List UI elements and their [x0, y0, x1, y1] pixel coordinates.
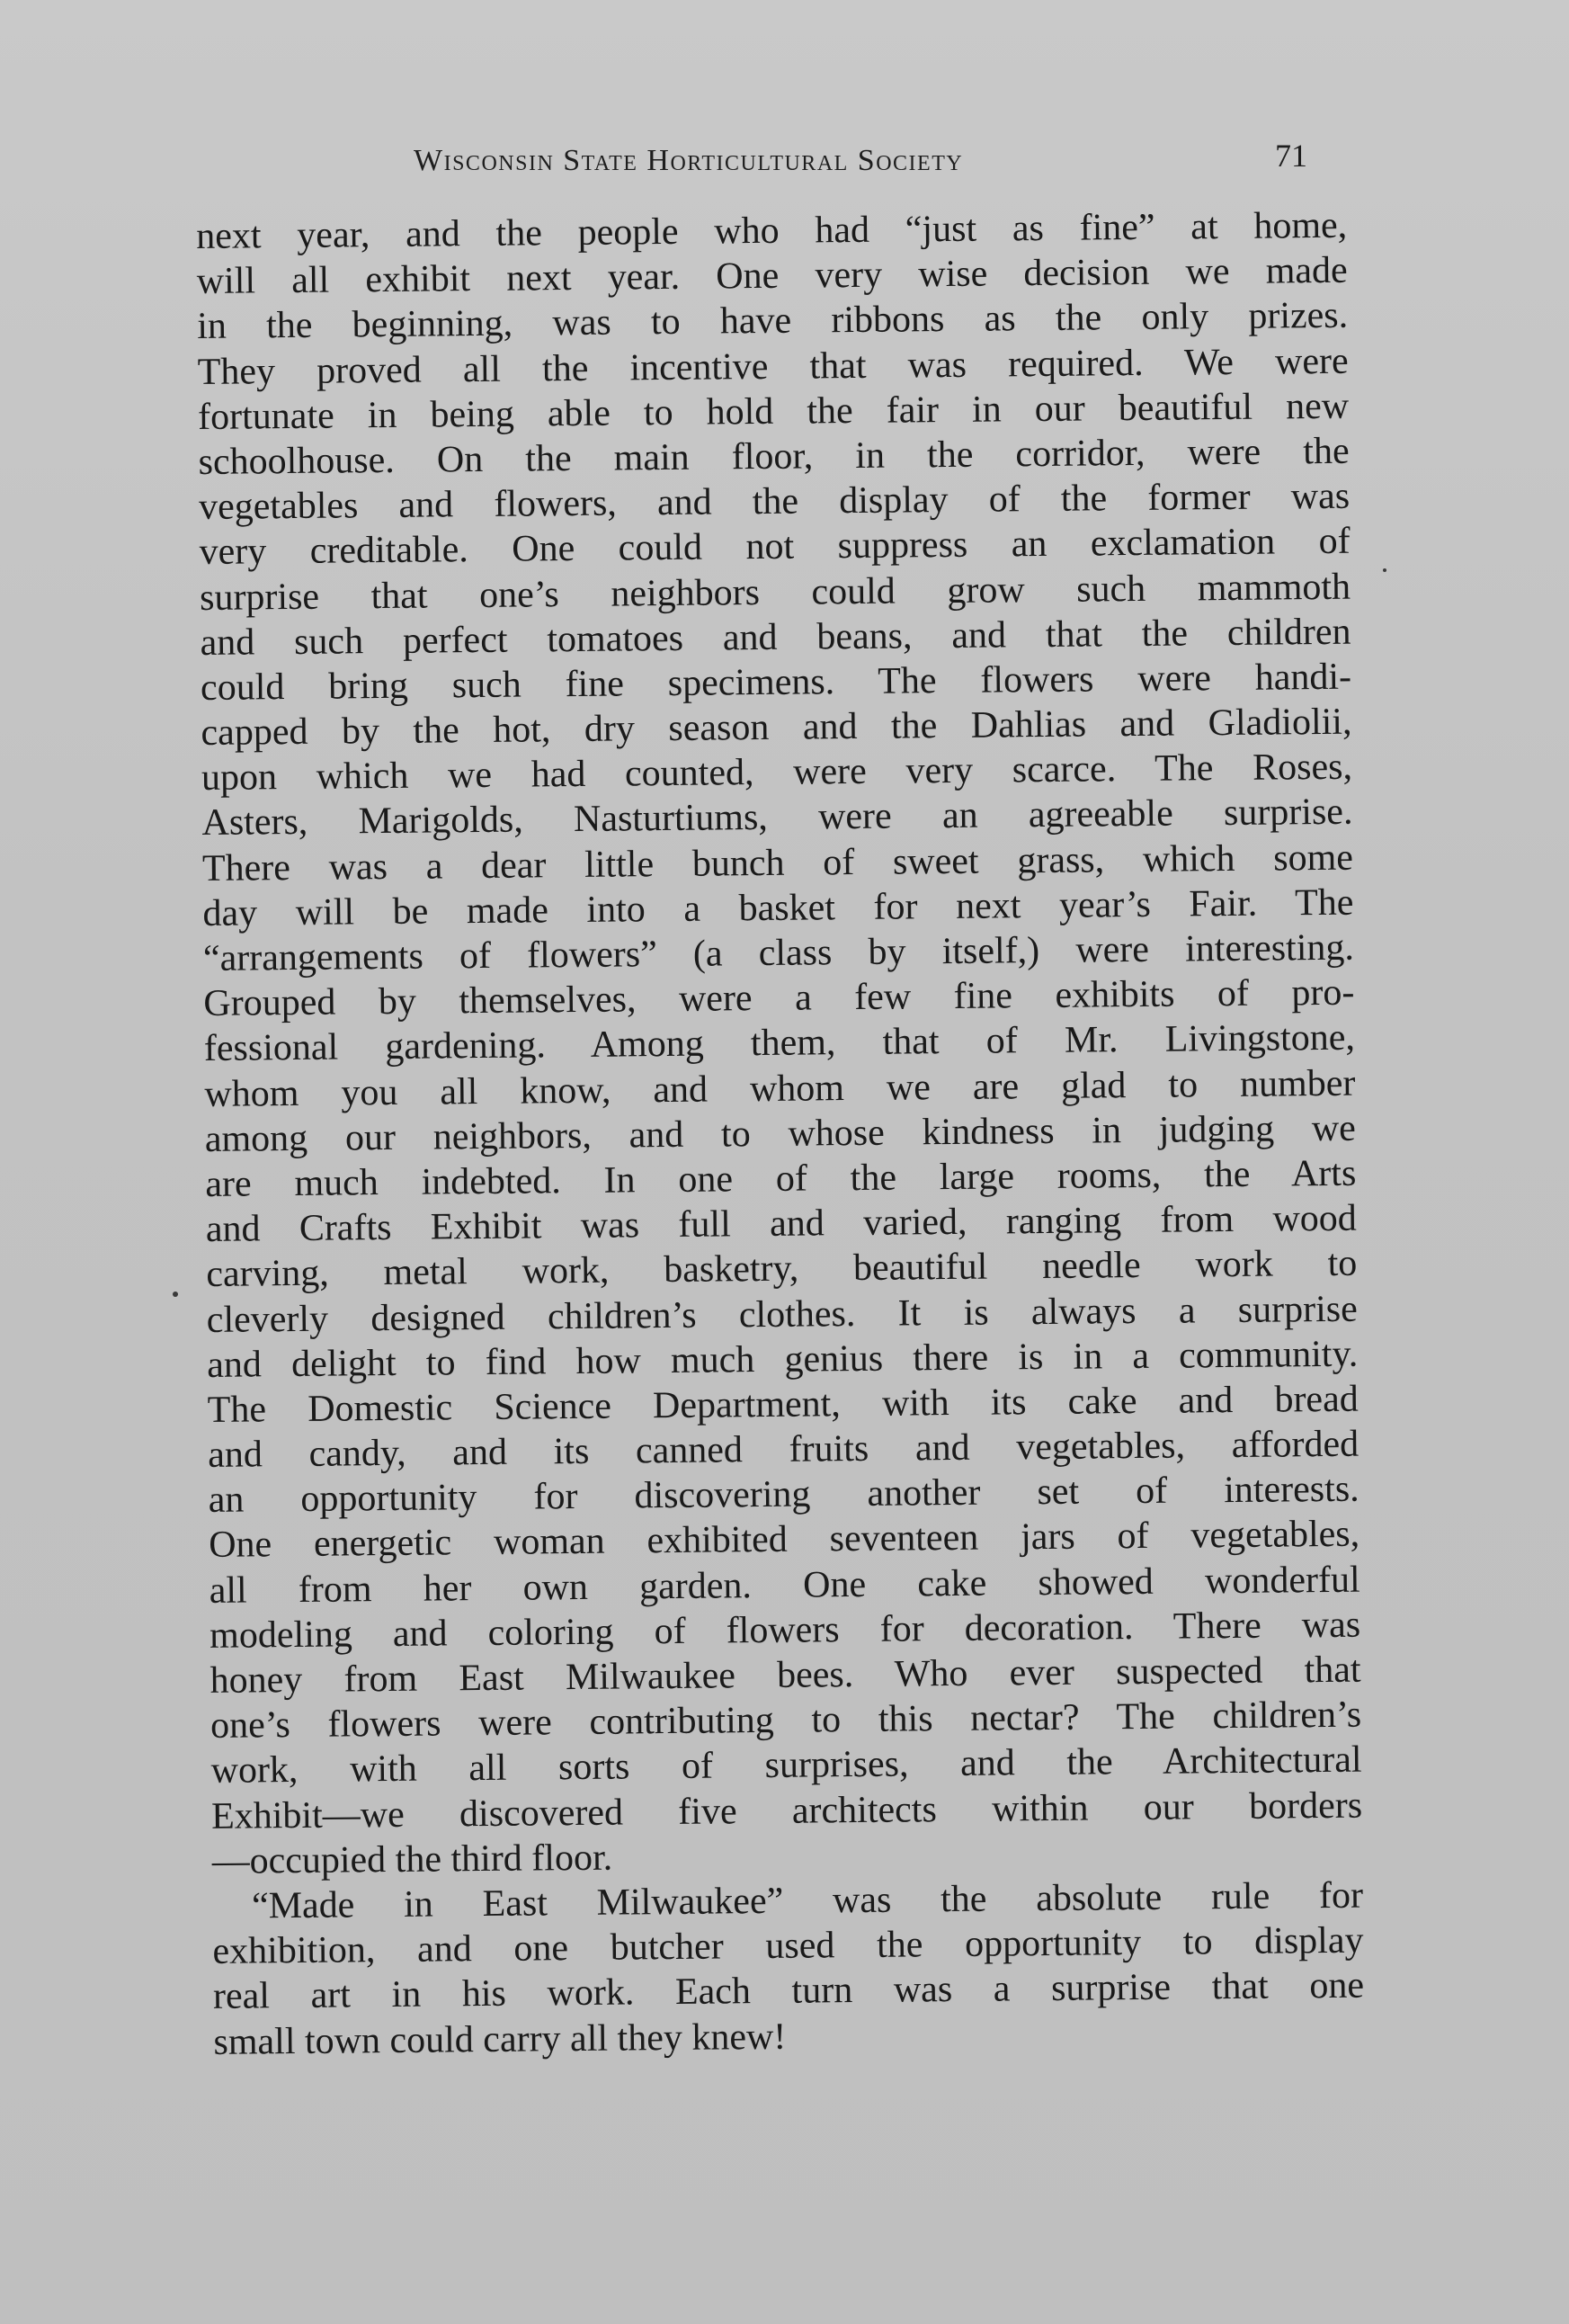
text-line: in the beginning, was to have ribbons as the only prizes. [196, 295, 1349, 348]
text-line: day will be made into a basket for next year’s Fair. The [202, 881, 1354, 934]
text-line: Asters, Marigolds, Nasturtiums, were an agreeable surprise. [201, 791, 1353, 845]
text-line: and such perfect tomatoes and beans, and that the children [200, 611, 1351, 664]
text-line: carving, metal work, basketry, beautiful needle work to [206, 1242, 1358, 1296]
text-line: among our neighbors, and to whose kindness in judging we [204, 1107, 1357, 1160]
text-line: fessional gardening. Among them, that of Mr. Livingstone, [203, 1017, 1356, 1070]
text-line: surprise that one’s neighbors could grow such mammoth [199, 566, 1351, 619]
text-line: The Domestic Science Department, with its cake and bread [207, 1378, 1359, 1431]
page-number: 71 [1275, 138, 1307, 174]
text-line: honey from East Milwaukee bees. Who ever suspected that [209, 1649, 1361, 1702]
text-line: “arrangements of flowers” (a class by itself,) were interesting. [202, 926, 1355, 979]
text-line: small town could carry all they knew! [213, 2016, 787, 2063]
text-line: one’s flowers were contributing to this nectar? The children’s [209, 1694, 1362, 1747]
text-line: all from her own garden. One cake showed wonderful [209, 1559, 1360, 1612]
text-line: and candy, and its canned fruits and vegetables, afforded [208, 1423, 1360, 1476]
text-line: capped by the hot, dry season and the Dahlias and Gladiolii, [201, 701, 1352, 755]
text-line: —occupied the third floor. [211, 1837, 613, 1882]
text-line: and Crafts Exhibit was full and varied, ranging from wood [205, 1197, 1358, 1251]
text-line: One energetic woman exhibited seventeen jars of vegetables, [208, 1514, 1360, 1567]
text-line: exhibition, and one butcher used the opportunity to display [212, 1919, 1364, 1973]
text-line: fortunate in being able to hold the fair in our beautiful new [197, 385, 1350, 438]
text-line: cleverly designed children’s clothes. It is always a surprise [206, 1288, 1358, 1341]
text-line: could bring such fine specimens. The flowers were handi- [200, 656, 1352, 709]
running-title: Wisconsin State Horticultural Society [414, 144, 964, 177]
text-line: and delight to find how much genius there is in a community. [207, 1333, 1359, 1386]
text-line: an opportunity for discovering another set of interests. [208, 1468, 1360, 1522]
text-line: real art in his work. Each turn was a surprise that one [212, 1964, 1365, 2018]
text-line: “Made in East Milwaukee” was the absolute rule for [251, 1874, 1364, 1927]
text-line: vegetables and flowers, and the display of the former was [198, 475, 1351, 529]
text-line: whom you all know, and whom we are glad to number [204, 1062, 1356, 1115]
text-line: There was a dear little bunch of sweet grass, which some [201, 836, 1354, 889]
text-line: will all exhibit next year. One very wise decision we made [196, 249, 1348, 303]
text-line: They proved all the incentive that was required. We were [197, 340, 1349, 393]
text-line: modeling and coloring of flowers for decoration. There was [209, 1604, 1361, 1657]
margin-speck [173, 1292, 178, 1297]
text-line: Grouped by themselves, were a few fine exhibits of pro- [203, 971, 1355, 1025]
text-line: schoolhouse. On the main floor, in the corridor, were the [198, 430, 1350, 483]
text-line: upon which we had counted, were very scarce. The Roses, [201, 746, 1353, 800]
body-text [196, 203, 1365, 2065]
margin-speck [1383, 568, 1386, 572]
text-line: Exhibit—we discovered five architects within our borders [210, 1784, 1363, 1837]
text-line: next year, and the people who had “just as fine” at home, [196, 204, 1348, 257]
text-line: are much indebted. In one of the large rooms, the Arts [205, 1152, 1357, 1205]
text-line: very creditable. One could not suppress an exclamation of [199, 521, 1351, 574]
text-line: work, with all sorts of surprises, and the Architectural [210, 1739, 1362, 1792]
